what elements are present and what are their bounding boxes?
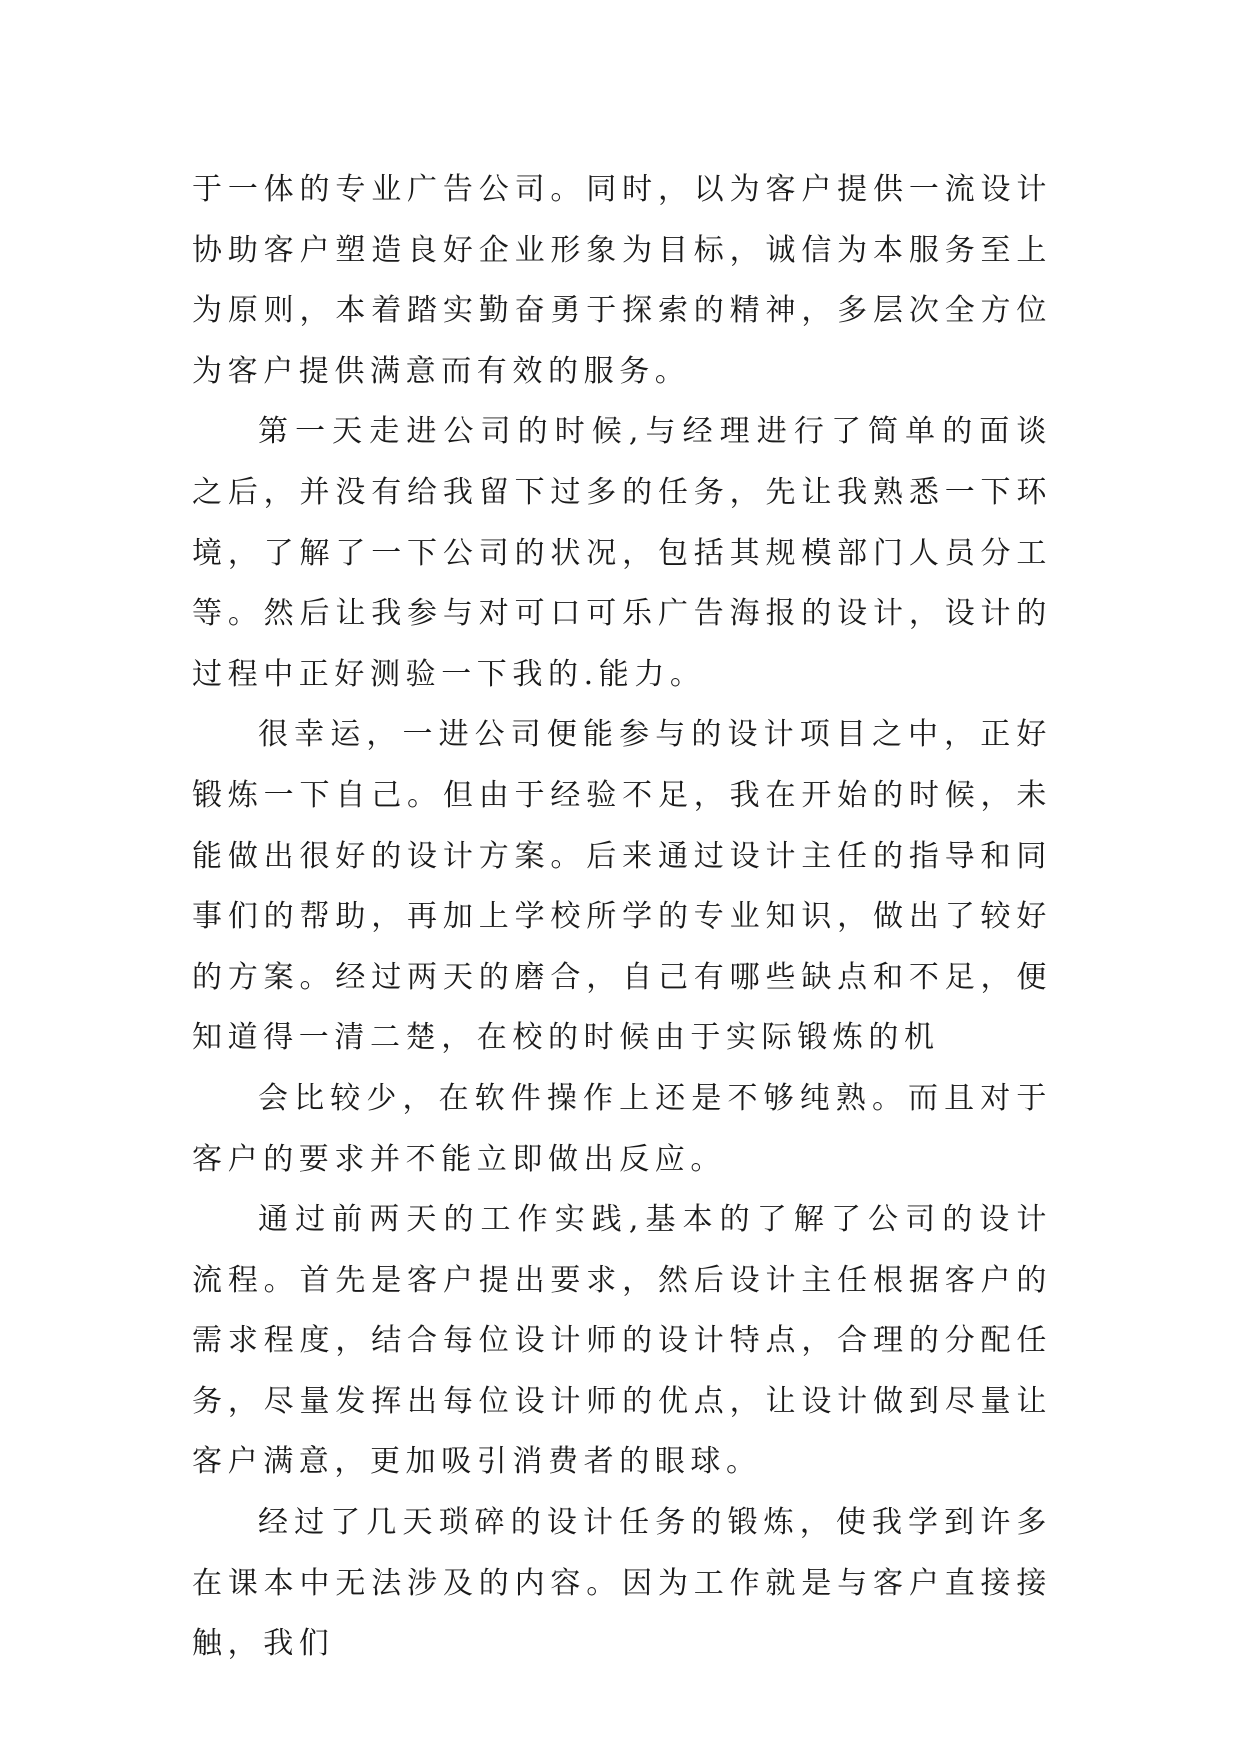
paragraph-3: 很幸运，一进公司便能参与的设计项目之中，正好锻炼一下自己。但由于经验不足，我在开始的时候，未能做出很好的设计方案。后来通过设计主任的指导和同事们的帮助，再加上学校所学的专业知识，做出了较好的方案。经过两天的磨合，自己有哪些缺点和不足，便知道得一清二楚，在校的时候由于实际锻炼的机 [192, 717, 1052, 1056]
document-body [192, 160, 1052, 1675]
paragraph-2: 第一天走进公司的时候,与经理进行了简单的面谈之后，并没有给我留下过多的任务，先让我熟悉一下环境，了解了一下公司的状况，包括其规模部门人员分工等。然后让我参与对可口可乐广告海报的设计，设计的过程中正好测验一下我的.能力。 [192, 414, 1052, 692]
paragraph-6: 经过了几天琐碎的设计任务的锻炼，使我学到许多在课本中无法涉及的内容。因为工作就是与客户直接接触，我们 [192, 1505, 1052, 1662]
paragraph-5: 通过前两天的工作实践,基本的了解了公司的设计流程。首先是客户提出要求，然后设计主任根据客户的需求程度，结合每位设计师的设计特点，合理的分配任务，尽量发挥出每位设计师的优点，让设计做到尽量让客户满意，更加吸引消费者的眼球。 [192, 1202, 1052, 1480]
paragraph-4: 会比较少，在软件操作上还是不够纯熟。而且对于客户的要求并不能立即做出反应。 [192, 1080, 1052, 1177]
paragraph-1: 于一体的专业广告公司。同时，以为客户提供一流设计协助客户塑造良好企业形象为目标，诚信为本服务至上为原则，本着踏实勤奋勇于探索的精神，多层次全方位为客户提供满意而有效的服务。 [192, 172, 1052, 389]
